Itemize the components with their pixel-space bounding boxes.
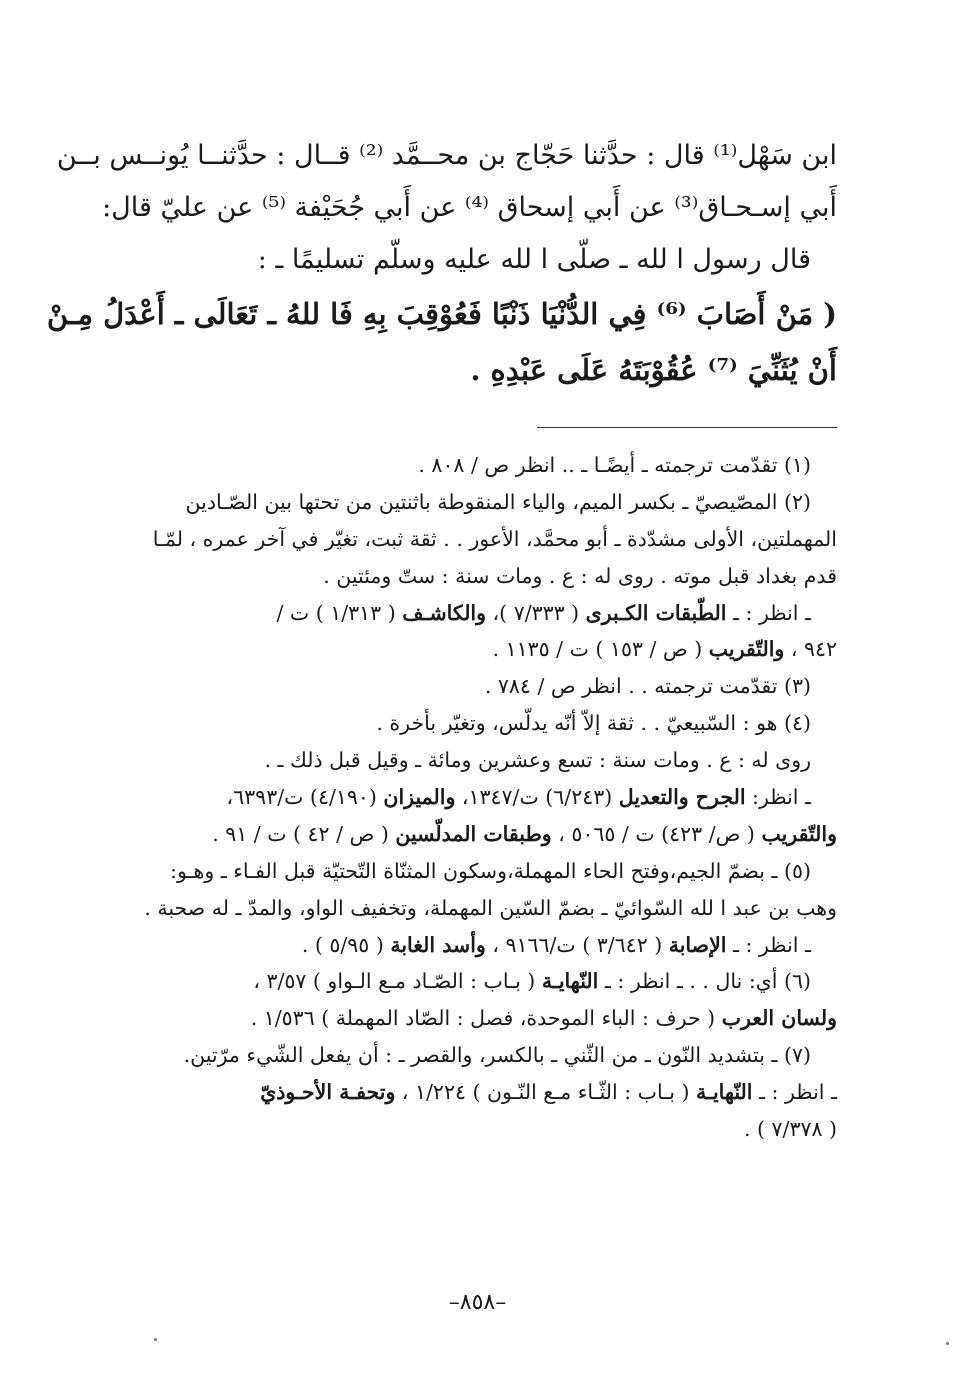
ref-text: (٤/١٩٠) ت/٦٣٩٣، [226, 785, 384, 810]
footnote-6-line-1 [120, 963, 837, 1000]
ref-text: (٦) أي: نال . . ـ انظر : ـ [598, 969, 811, 994]
ref-text: ٩٤٢ ، [784, 637, 837, 662]
footnote-separator [537, 427, 837, 428]
source-title: وتحفـة الأحـوذيّ [260, 1080, 396, 1105]
footnote-4-line-1: (٤) هو : السّبيعيّ . . ثقة إلاّ أنّه يدلّس، وتغيّر بأخرة . [376, 711, 811, 736]
ref-text: ( ٧/٣٣٣ )، [486, 600, 586, 625]
source-title: وأسد الغابة [390, 932, 486, 957]
footnote-2-line-1: (٢) المصّيصيّ ـ بكسر الميم، والياء المنقوطة باثنتين من تحتها بين الصّـادين [185, 489, 811, 514]
source-title: والكاشـف [402, 600, 487, 625]
footnote-2-line-2: المهملتين، الأولى مشدّدة ـ أبو محمَّد، الأعور . . ثقة ثبت، تغيّر في آخر عمره ، لمّـا [152, 526, 837, 551]
footnote-5-line-1: (٥) ـ بضمّ الجيم،وفتح الحاء المهملة،وسكون المثنّاة التّحتيّة قبل الفـاء ـ وهـو: [170, 858, 811, 883]
footnote-7-line-1: (٧) ـ بتشديد النّون ـ من الثّني ـ بالكسر، والقصر ـ : أن يفعل الشّيء مرّتين. [183, 1043, 811, 1068]
ref-text: ـ انظر : ـ [752, 1080, 837, 1105]
ref-text: ( ٥/٩٥ ) . [301, 932, 391, 957]
hadith-line-1: ( مَنْ أَصَابَ ⁽⁶⁾ فِي الدُّنْيَا ذَنْبًا فَعُوْقِبَ بِهِ فَا للهُ ـ تَعَالَى ـ أَعْدَلُ مِـنْ [46, 297, 837, 331]
ref-text: ( ٣/٦٤٢ ) ت/٩١٦٦ ، [485, 932, 669, 957]
main-line-1: ابن سَهْل⁽¹⁾ قال : حدَّثنا حَجّاج بن محــمَّد ⁽²⁾ قــال : حدَّثنــا يُونــس بــن [56, 140, 837, 171]
source-title: الإصابة [668, 932, 727, 957]
ref-text: ( ص/ ٤٢٣) ت / ٥٠٦٥ ، [551, 821, 762, 846]
ref-text: ( حرف : الباء الموحدة، فصل : الصّاد المهملة ) ١/٥٣٦ . [250, 1006, 722, 1031]
footnote-5-refs [120, 927, 837, 964]
footnote-2-line-3: قدم بغداد قبل موته . روى له : ع . ومات سنة : ستّ ومئتين . [323, 563, 837, 588]
footnote-2-refs-line-1 [120, 595, 837, 632]
source-title: النّهايـة [695, 1080, 753, 1105]
footnote-1: (١) تقدّمت ترجمته ـ أيضًـا ـ .. انظر ص / ٨٠٨ . [418, 453, 811, 477]
ref-text: ( ص / ٤٢ ) ت / ٩١ . [212, 821, 396, 846]
footnote-2-refs-line-2 [120, 631, 837, 668]
source-title: وطبقات المدلّسين [395, 821, 552, 846]
hadith-line-2: أَنْ يُثَنِّيَ ⁽⁷⁾ عُقُوْبَتَهُ عَلَى عَبْدِهِ . [470, 353, 837, 387]
footnotes [120, 447, 837, 1148]
footnote-7-refs-line-2: ( ٧/٣٧٨ ) . [743, 1117, 837, 1142]
source-title: النّهايـة [541, 969, 599, 994]
main-text [46, 130, 837, 398]
footnote-5-line-2: وهب بن عبد ا لله السّوائيّ ـ بضمّ السّين المهملة، وتخفيف الواو، والمدّ ـ له صحبة . [144, 895, 837, 920]
main-line-3: قال رسول ا لله ـ صلّى ا لله عليه وسلّم تسليمًا ـ : [257, 244, 811, 275]
ref-text: ( بـاب : الصّـاد مـع الـواو ) ٣/٥٧ ، [253, 969, 542, 994]
source-title: ولسان العرب [721, 1006, 837, 1031]
ref-text: ـ انظر : ـ [726, 932, 811, 957]
ref-text: ( بـاب : الثّـاء مـع النّـون ) ١/٢٢٤ ، [395, 1080, 696, 1105]
ref-text: ـ انظر : ـ [726, 600, 811, 625]
source-title: الجرح والتعديل [618, 785, 746, 810]
ref-text: ـ انظر: [745, 785, 811, 810]
ref-text: ( ١/٣١٣ ) ت / [276, 600, 403, 625]
page-number: –٨٥٨– [448, 1290, 507, 1315]
footnote-4-refs-line-2 [120, 816, 837, 853]
footnote-4-refs-line-1 [120, 779, 837, 816]
footnote-7-refs-line-1 [120, 1074, 837, 1111]
footnote-4-line-2: روى له : ع . ومات سنة : تسع وعشرين ومائة ـ وقيل قبل ذلك ـ . [264, 748, 811, 773]
scan-speck [946, 1342, 949, 1345]
footnote-6-line-2 [120, 1000, 837, 1037]
footnote-3: (٣) تقدّمت ترجمته . . انظر ص / ٧٨٤ . [484, 674, 811, 699]
scan-speck [154, 1338, 157, 1341]
source-title: والتّقريب [761, 821, 837, 846]
ref-text: ( ص / ١٥٣ ) ت / ١١٣٥ . [492, 637, 709, 662]
source-title: الطّبقات الكـبرى [585, 600, 727, 625]
source-title: والتّقريب [708, 637, 785, 662]
ref-text: (٦/٢٤٣) ت/١٣٤٧، [455, 785, 619, 810]
main-line-2: أَبي إسـحـاق⁽³⁾ عن أَبي إسحاق ⁽⁴⁾ عن أَبي جُحَيْفة ⁽⁵⁾ عن عليّ قال: [102, 192, 837, 223]
source-title: والميزان [383, 785, 456, 810]
